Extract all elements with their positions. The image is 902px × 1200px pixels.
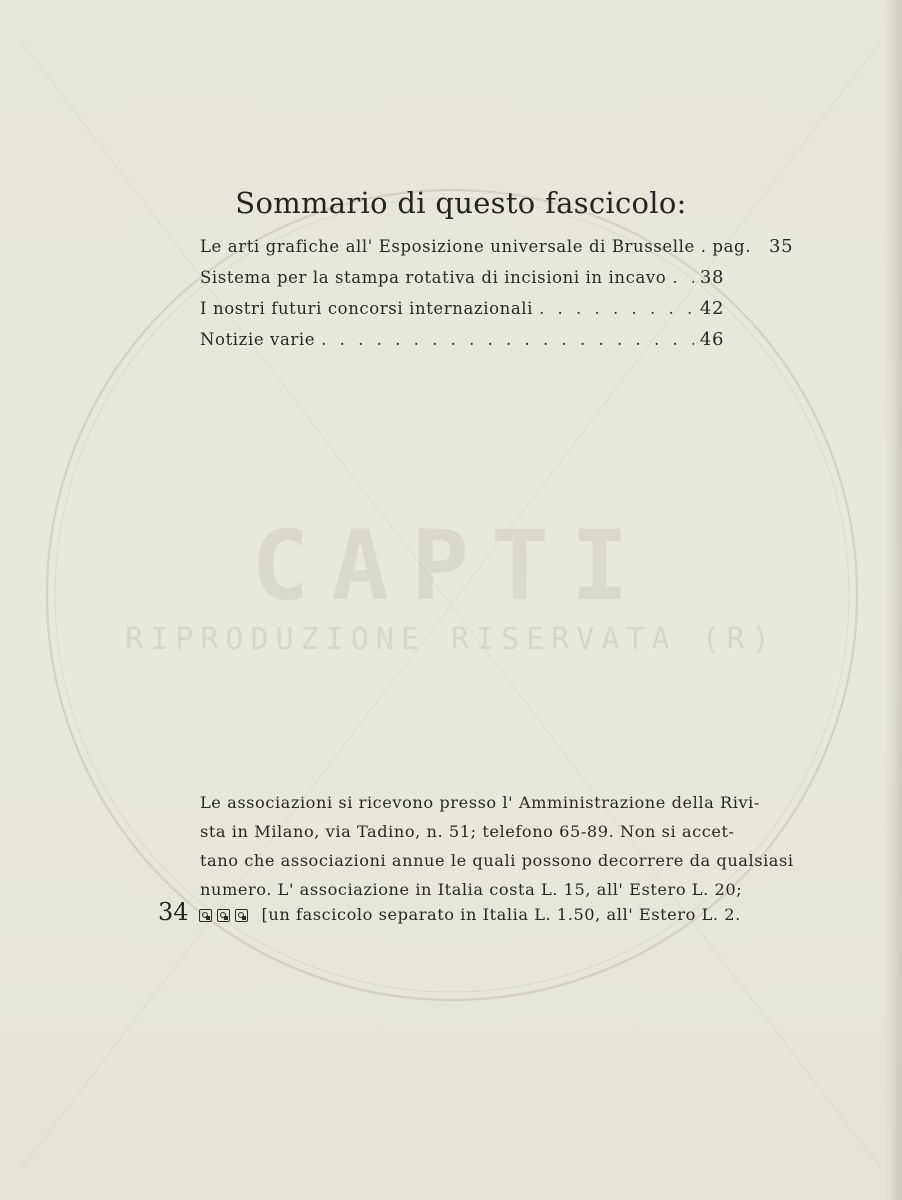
notice-line: [un fascicolo separato in Italia L. 1.50, all' Estero L. 2. [261, 905, 741, 924]
toc-row [200, 329, 724, 360]
page-number: 34 [158, 898, 189, 926]
toc-row [200, 236, 794, 267]
toc-row [200, 298, 724, 329]
table-of-contents [200, 236, 794, 360]
toc-row [200, 267, 724, 298]
square-fleuron-icon [199, 909, 212, 922]
notice-line: Le associazioni si ricevono presso l' Amministrazione della Rivi- [200, 793, 760, 812]
toc-page-number: 46 [699, 329, 724, 350]
notice-line: tano che associazioni annue le quali possono decorrere da qualsiasi [200, 851, 794, 870]
toc-leader [672, 268, 694, 287]
toc-page-number: 38 [699, 267, 724, 288]
toc-page-number: 42 [699, 298, 724, 319]
toc-leader [321, 330, 694, 349]
page-title: Sommario di questo fascicolo: [235, 186, 687, 220]
toc-entry-text: Notizie varie [200, 330, 316, 349]
notice-line: sta in Milano, via Tadino, n. 51; telefono 65-89. Non si accet- [200, 822, 735, 841]
watermark-main-text: CAPTI [251, 510, 651, 622]
square-fleuron-icon [217, 909, 230, 922]
toc-page-number: 35 [769, 236, 794, 257]
square-fleuron-icon [235, 909, 248, 922]
subscription-notice [200, 788, 794, 904]
toc-entry-text: Le arti grafiche all' Esposizione universale di Brusselle . pag. [200, 237, 752, 256]
ornament-group [199, 909, 248, 922]
toc-entry-text: I nostri futuri concorsi internazionali [200, 299, 534, 318]
notice-last-line [158, 898, 741, 926]
toc-entry-text: Sistema per la stampa rotativa di incisioni in incavo [200, 268, 667, 287]
toc-leader [539, 299, 694, 318]
notice-line: numero. L' associazione in Italia costa L. 15, all' Estero L. 20; [200, 880, 743, 899]
watermark-sub-text: RIPRODUZIONE RISERVATA (R) [125, 622, 777, 657]
